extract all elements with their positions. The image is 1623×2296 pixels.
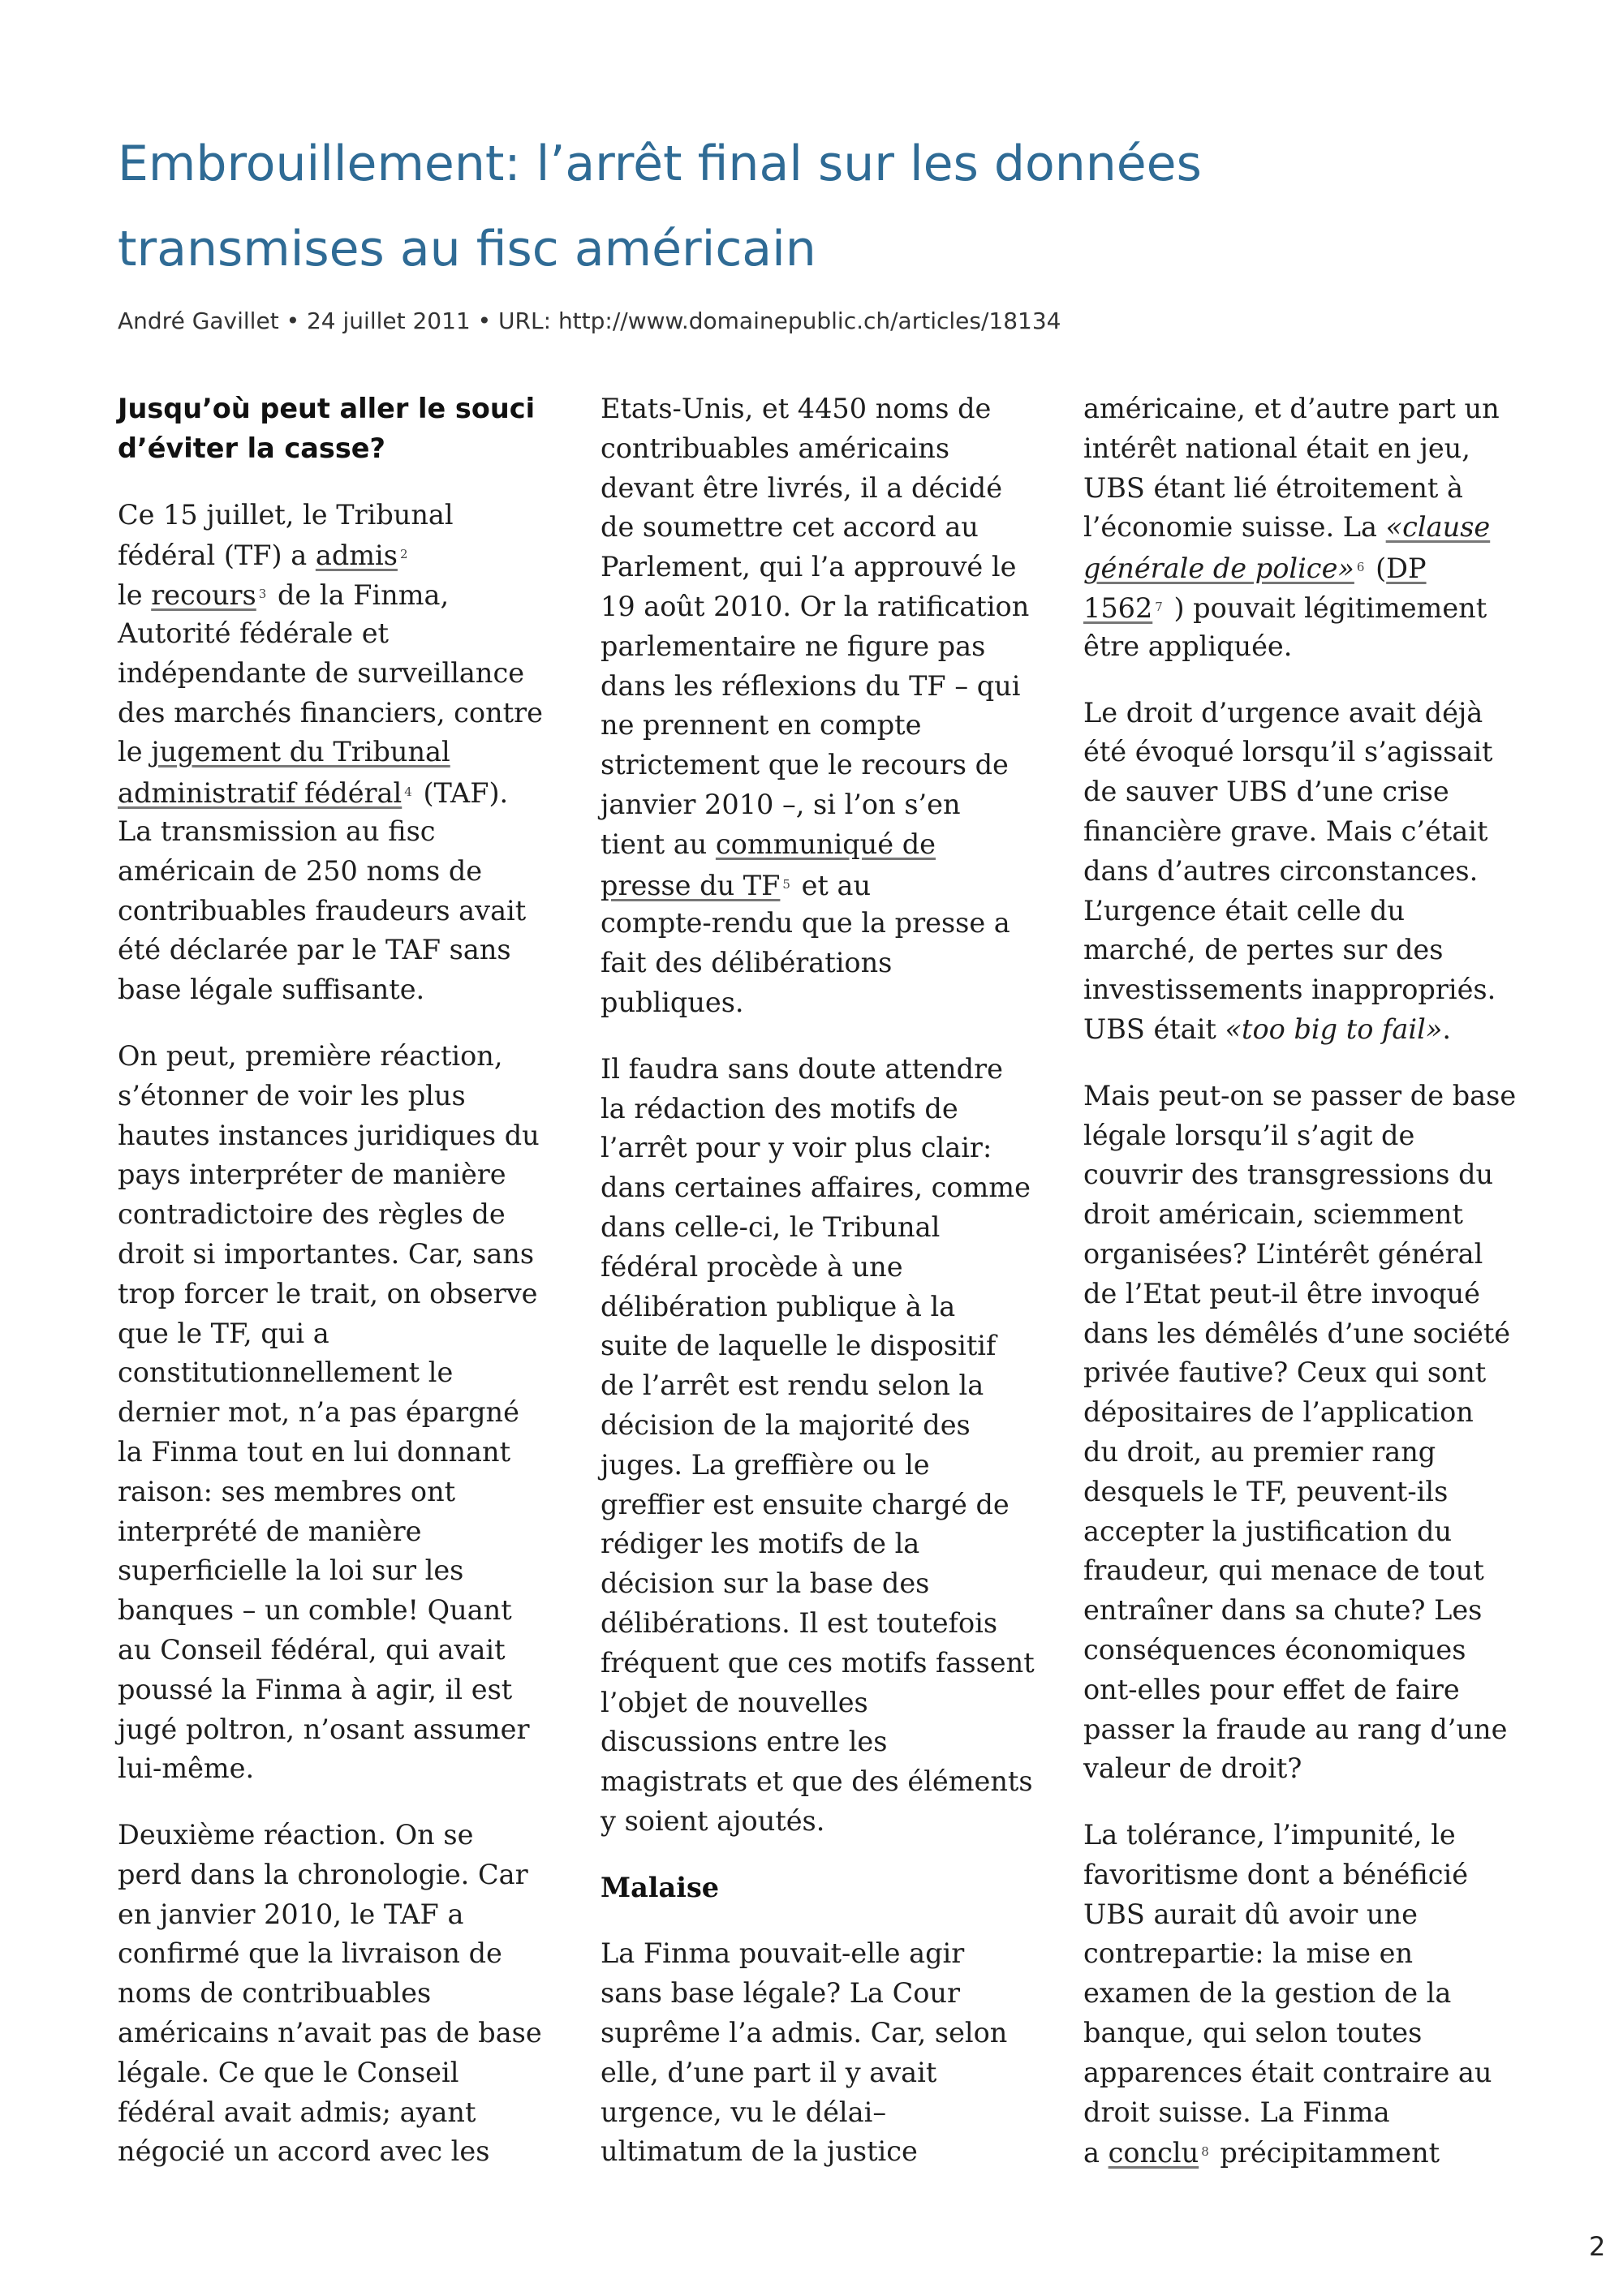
text-line: dans certaines affaires, comme	[601, 1172, 1031, 1204]
text-line: Le droit d’urgence avait déjà	[1083, 696, 1483, 729]
text-line: Ce 15 juillet, le Tribunal	[118, 498, 454, 531]
text-line: parlementaire ne figure pas	[601, 630, 986, 662]
lead-line: Jusqu’où peut aller le souci	[118, 393, 536, 424]
link-recours[interactable]: recours	[151, 579, 256, 612]
text-line: a conclu $^8$ précipitamment	[1083, 2137, 1440, 2169]
text-line: le recours $^3$ de la Finma,	[118, 579, 450, 612]
text-line: accepter la justification du	[1083, 1515, 1453, 1547]
article-byline: André Gavillet • 24 juillet 2011 • URL: http://www.domainepublic.ch/articles/18134	[118, 307, 1061, 334]
text-line: Mais peut-on se passer de base	[1083, 1079, 1517, 1111]
link-jugement-taf[interactable]: administratif fédéral	[118, 777, 403, 810]
text-line: banque, qui selon toutes	[1083, 2017, 1423, 2049]
text-line: La Finma pouvait-elle agir	[601, 1937, 965, 1970]
text-line: investissements inappropriés.	[1083, 974, 1496, 1006]
article-title-line: transmises au fisc américain	[118, 221, 816, 277]
text-line: fraudeur, qui menace de tout	[1083, 1554, 1484, 1587]
text-line: On peut, première réaction,	[118, 1039, 503, 1072]
text-line: confirmé que la livraison de	[118, 1937, 502, 1970]
text-line: financière grave. Mais c’était	[1083, 815, 1488, 847]
link-communique-presse[interactable]: presse du TF	[601, 869, 781, 901]
text-line: elle, d’une part il y avait	[601, 2056, 937, 2088]
footnote-ref: 6	[1356, 560, 1365, 575]
text-line: fédéral procède à une	[601, 1250, 903, 1283]
text-line: américains n’avait pas de base	[118, 2017, 542, 2049]
text-line: décision sur la base des	[601, 1567, 930, 1600]
text-line: 19 août 2010. Or la ratification	[601, 590, 1030, 622]
text-line: magistrats et que des éléments	[601, 1765, 1033, 1798]
text-line: l’arrêt pour y voir plus clair:	[601, 1132, 992, 1164]
text-line: dépositaires de l’application	[1083, 1396, 1474, 1429]
text-line: contradictoire des règles de	[118, 1198, 506, 1231]
text-line: greffier est ensuite chargé de	[601, 1488, 1010, 1520]
text-line: poussé la Finma à agir, il est	[118, 1673, 513, 1705]
text-line: publiques.	[601, 986, 744, 1018]
text-line: générale de police» $^6$ (DP	[1083, 553, 1427, 585]
text-line: juges. La greffière ou le	[601, 1448, 930, 1481]
text-line: fait des délibérations	[601, 947, 893, 979]
text-line: couvrir des transgressions du	[1083, 1159, 1494, 1191]
text-line: passer la fraude au rang d’une	[1083, 1713, 1508, 1745]
text-line: marché, de pertes sur des	[1083, 934, 1444, 966]
text-line: droit suisse. La Finma	[1083, 2096, 1390, 2128]
article-title-line: Embrouillement: l’arrêt final sur les données	[118, 135, 1202, 192]
article-column-2	[601, 389, 1039, 2172]
text-line: de soumettre cet accord au	[601, 511, 979, 544]
text-line: UBS étant lié étroitement à	[1083, 471, 1464, 504]
text-line: la rédaction des motifs de	[601, 1092, 958, 1124]
text-line: Etats-Unis, et 4450 noms de	[601, 393, 992, 424]
lead-line: d’éviter la casse?	[118, 432, 385, 464]
article-column-1	[118, 389, 556, 2172]
text-line: administratif fédéral $^4$ (TAF).	[118, 777, 509, 810]
text-line: indépendante de surveillance	[118, 656, 525, 689]
text-line: droit américain, sciemment	[1083, 1198, 1463, 1231]
text-line: base légale suffisante.	[118, 974, 425, 1006]
text-line: le jugement du Tribunal	[118, 736, 450, 768]
text-line: s’étonner de voir les plus	[118, 1079, 466, 1111]
footnote-ref: 3	[258, 587, 267, 602]
text-line: Parlement, qui l’a approuvé le	[601, 551, 1017, 583]
footnote-ref: 8	[1201, 2144, 1209, 2160]
text-line: délibération publique à la	[601, 1290, 956, 1322]
text-line: UBS était «too big to fail».	[1083, 1013, 1451, 1045]
link-admis[interactable]: admis	[315, 540, 398, 572]
article-column-3	[1083, 389, 1522, 2172]
text-line: favoritisme dont a bénéficié	[1083, 1858, 1469, 1890]
text-line: 1562 $^7$ ) pouvait légitimement	[1083, 591, 1487, 624]
text-line: pays interpréter de manière	[118, 1159, 506, 1191]
text-line: La transmission au fisc	[118, 815, 436, 847]
text-line: des marchés financiers, contre	[118, 696, 543, 729]
text-line: légale lorsqu’il s’agit de	[1083, 1119, 1415, 1151]
text-line: fédéral avait admis; ayant	[118, 2096, 476, 2128]
text-line: noms de contribuables	[118, 1977, 432, 2010]
text-line: valeur de droit?	[1083, 1752, 1302, 1785]
footnote-ref: 2	[399, 547, 408, 562]
text-line: dans les démêlés d’une société	[1083, 1317, 1511, 1349]
text-line: hautes instances juridiques du	[118, 1119, 540, 1151]
link-communique-presse[interactable]: communiqué de	[715, 828, 936, 860]
text-line: Il faudra sans doute attendre	[601, 1052, 1003, 1085]
text-line: raison: ses membres ont	[118, 1475, 456, 1507]
text-line: janvier 2010 –, si l’on s’en	[601, 788, 961, 820]
text-line: suite de laquelle le dispositif	[601, 1330, 997, 1362]
text-line: ne prennent en compte	[601, 709, 922, 742]
text-line: suprême l’a admis. Car, selon	[601, 2017, 1008, 2049]
text-line: américaine, et d’autre part un	[1083, 393, 1500, 424]
link-clause-police[interactable]: générale de police»	[1083, 553, 1354, 585]
text-line: desquels le TF, peuvent-ils	[1083, 1475, 1449, 1507]
article-title	[118, 122, 1497, 292]
text-line: interprété de manière	[118, 1515, 422, 1547]
text-line: perd dans la chronologie. Car	[118, 1858, 528, 1890]
text-line: organisées? L’intérêt général	[1083, 1237, 1483, 1270]
text-line: ultimatum de la justice	[601, 2135, 918, 2168]
text-line: de l’Etat peut-il être invoqué	[1083, 1277, 1480, 1309]
footnote-ref: 7	[1155, 599, 1163, 614]
text-line: dernier mot, n’a pas épargné	[118, 1396, 519, 1429]
text-line: dans d’autres circonstances.	[1083, 854, 1479, 887]
text-line: trop forcer le trait, on observe	[118, 1277, 538, 1309]
text-line: l’économie suisse. La «clause	[1083, 511, 1491, 544]
footnote-ref: 5	[782, 876, 790, 892]
text-line: été évoqué lorsqu’il s’agissait	[1083, 736, 1493, 768]
text-line: y soient ajoutés.	[601, 1804, 825, 1837]
text-line: Deuxième réaction. On se	[118, 1819, 474, 1851]
link-clause-police[interactable]: «clause	[1385, 511, 1491, 544]
text-line: fédéral (TF) a admis $^2$	[118, 535, 556, 574]
section-heading: Malaise	[601, 1871, 720, 1903]
text-line: que le TF, qui a	[118, 1317, 329, 1349]
footnote-ref: 4	[404, 785, 412, 800]
text-line: conséquences économiques	[1083, 1633, 1466, 1666]
text-line: constitutionnellement le	[118, 1357, 454, 1389]
text-line: été déclarée par le TAF sans	[118, 934, 511, 966]
text-line: rédiger les motifs de la	[601, 1528, 920, 1560]
text-line: strictement que le recours de	[601, 749, 1009, 781]
text-line: au Conseil fédéral, qui avait	[118, 1633, 506, 1666]
text-line: presse du TF $^5$ et au	[601, 869, 872, 901]
text-line: intérêt national était en jeu,	[1083, 432, 1470, 464]
text-line: l’objet de nouvelles	[601, 1686, 868, 1718]
text-line: contribuables fraudeurs avait	[118, 894, 527, 927]
text-line: L’urgence était celle du	[1083, 894, 1406, 927]
text-line: contribuables américains	[601, 432, 950, 464]
page-number: 2	[1589, 2231, 1606, 2262]
text-line: la Finma tout en lui donnant	[118, 1435, 511, 1468]
text-line: jugé poltron, n’osant assumer	[118, 1713, 530, 1745]
text-line: devant être livrés, il a décidé	[601, 471, 1003, 504]
text-line: contrepartie: la mise en	[1083, 1937, 1414, 1970]
text-line: lui-même.	[118, 1752, 255, 1785]
text-line: discussions entre les	[601, 1726, 888, 1758]
text-line: dans celle-ci, le Tribunal	[601, 1210, 941, 1243]
text-line: apparences était contraire au	[1083, 2056, 1492, 2088]
text-line: en janvier 2010, le TAF a	[118, 1898, 464, 1930]
text-line: de sauver UBS d’une crise	[1083, 776, 1449, 808]
text-line: superficielle la loi sur les	[118, 1554, 464, 1587]
text-line: urgence, vu le délai–	[601, 2096, 887, 2128]
text-line: entraîner dans sa chute? Les	[1083, 1594, 1483, 1627]
link-jugement-taf[interactable]: jugement du Tribunal	[151, 736, 450, 768]
text-line: légale. Ce que le Conseil	[118, 2056, 459, 2088]
text-line: délibérations. Il est toutefois	[601, 1606, 998, 1639]
text-line: négocié un accord avec les	[118, 2135, 490, 2168]
text-line: fréquent que ces motifs fassent	[601, 1646, 1035, 1679]
text-line: privée fautive? Ceux qui sont	[1083, 1357, 1487, 1389]
text-line: Autorité fédérale et	[118, 617, 390, 649]
text-line: décision de la majorité des	[601, 1408, 971, 1441]
text-line: examen de la gestion de la	[1083, 1977, 1452, 2010]
link-dp-1562[interactable]: 1562	[1083, 591, 1153, 624]
text-line: compte-rendu que la presse a	[601, 907, 1010, 939]
link-conclu[interactable]: conclu	[1108, 2137, 1199, 2169]
text-line: être appliquée.	[1083, 630, 1293, 662]
text-line: du droit, au premier rang	[1083, 1435, 1436, 1468]
text-line: dans les réflexions du TF – qui	[601, 669, 1021, 702]
emphasis-text: «too big to fail»	[1225, 1013, 1443, 1045]
text-line: ont-elles pour effet de faire	[1083, 1673, 1460, 1705]
text-line: américain de 250 noms de	[118, 854, 483, 887]
link-dp-1562[interactable]: DP	[1386, 553, 1427, 585]
text-line: banques – un comble! Quant	[118, 1594, 512, 1627]
text-line: sans base légale? La Cour	[601, 1977, 961, 2010]
text-line: droit si importantes. Car, sans	[118, 1237, 535, 1270]
text-line: UBS aurait dû avoir une	[1083, 1898, 1418, 1930]
text-line: de l’arrêt est rendu selon la	[601, 1369, 984, 1402]
text-line: tient au communiqué de	[601, 828, 936, 860]
text-line: La tolérance, l’impunité, le	[1083, 1819, 1456, 1851]
